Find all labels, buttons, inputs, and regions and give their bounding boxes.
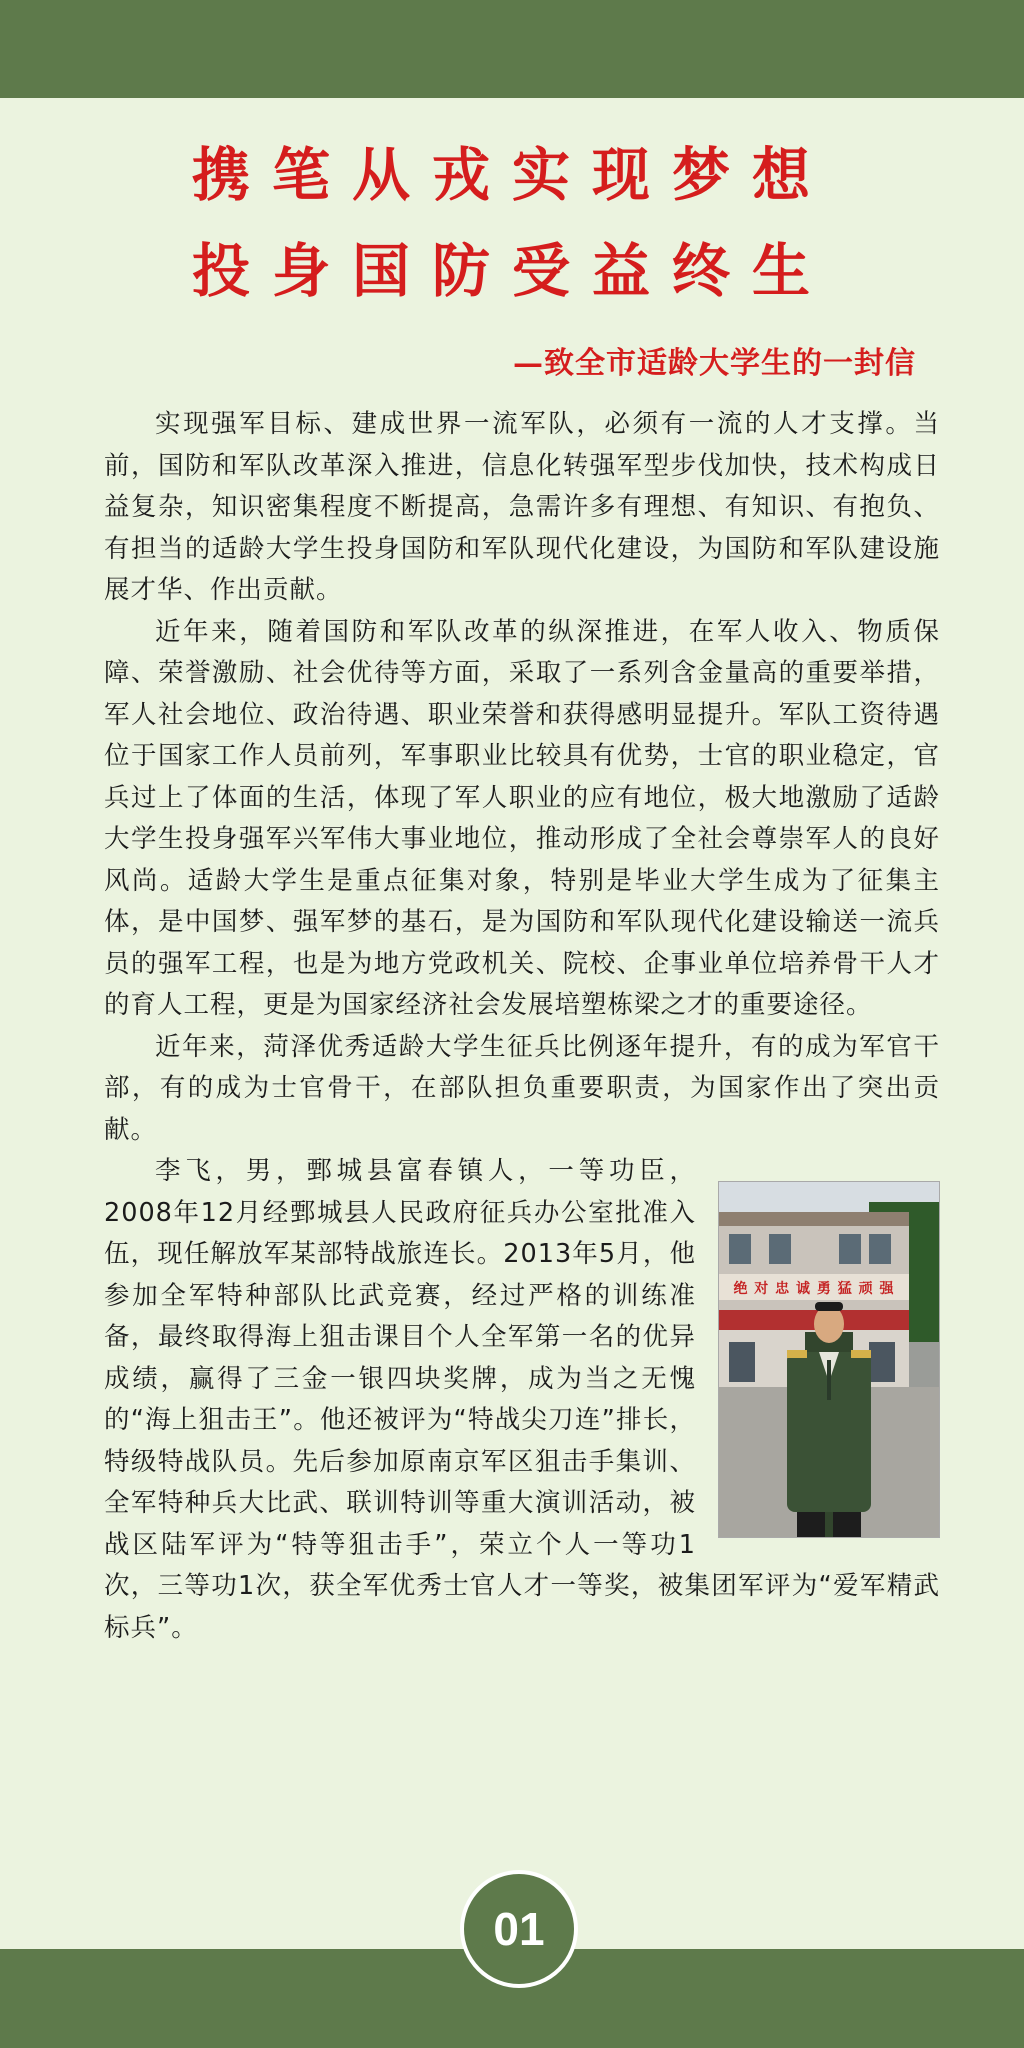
letter-body — [104, 404, 940, 1649]
soldier-photo-illustration — [719, 1182, 939, 1537]
photo-sign-text: 绝 对 忠 诚 勇 猛 顽 强 — [733, 1281, 895, 1297]
paragraph-1: 实现强军目标、建成世界一流军队，必须有一流的人才支撑。当前，国防和军队改革深入推进，信息化转强军型步伐加快，技术构成日益复杂，知识密集程度不断提高，急需许多有理想、有知识、有抱负、有担当的适龄大学生投身国防和军队现代化建设，为国防和军队建设施展才华、作出贡献。 — [104, 409, 940, 605]
title-line-2: 投身国防受益终生 — [191, 237, 832, 305]
title-line-1: 携笔从戎实现梦想 — [191, 141, 832, 209]
top-banner — [0, 0, 1024, 98]
paragraph-2: 近年来，随着国防和军队改革的纵深推进，在军人收入、物质保障、荣誉激励、社会优待等方面，采取了一系列含金量高的重要举措，军人社会地位、政治待遇、职业荣誉和获得感明显提升。军队工资待遇位于国家工作人员前列，军事职业比较具有优势，士官的职业稳定，官兵过上了体面的生活，体现了军人职业的应有地位，极大地激励了适龄大学生投身强军兴军伟大事业地位，推动形成了全社会尊崇军人的良好风尚。适龄大学生是重点征集对象，特别是毕业大学生成为了征集主体，是中国梦、强军梦的基石，是为国防和军队现代化建设输送一流兵员的强军工程，也是为地方党政机关、院校、企事业单位培养骨干人才的育人工程，更是为国家经济社会发展培塑栋梁之才的重要途径。 — [104, 616, 940, 1020]
page-number: 01 — [493, 1903, 545, 1955]
subtitle: —致全市适龄大学生的一封信 — [513, 346, 916, 381]
paragraph-3: 近年来，菏泽优秀适龄大学生征兵比例逐年提升，有的成为军官干部，有的成为士官骨干，在部队担负重要职责，为国家作出了突出贡献。 — [104, 1031, 940, 1145]
page-number-badge — [460, 1870, 578, 1988]
paragraph-4: 李飞，男，鄄城县富春镇人，一等功臣，2008年12月经鄄城县人民政府征兵办公室批准入伍，现任解放军某部特战旅连长。2013年5月，他参加全军特种部队比武竞赛，经过严格的训练准备，最终取得海上狙击课目个人全军第一名的优异成绩，赢得了三金一银四块奖牌，成为当之无愧的“海上狙击王”。他还被评为“特战尖刀连”排长，特级特战队员。先后参加原南京军区狙击手集训、全军特种兵大比武、联训特训等重大演训活动，被战区陆军评为“特等狙击手”，荣立个人一等功1次，三等功1次，获全军优秀士官人才一等奖，被集团军评为“爱军精武标兵”。 — [104, 1156, 940, 1643]
soldier-photo — [718, 1181, 940, 1538]
